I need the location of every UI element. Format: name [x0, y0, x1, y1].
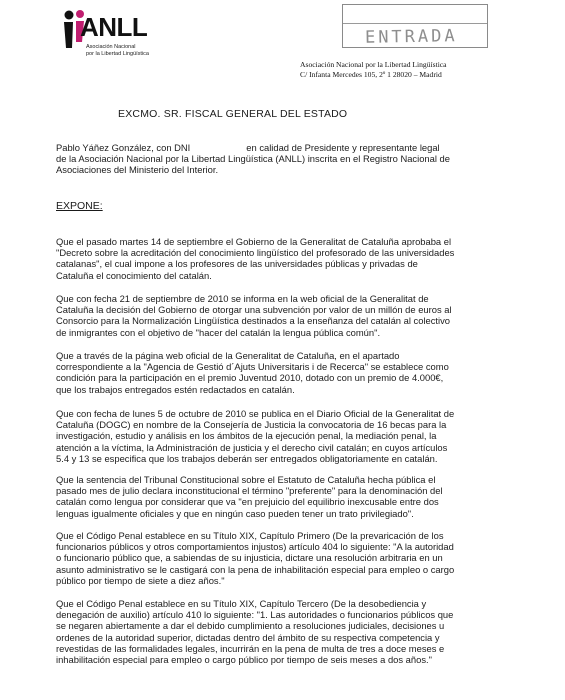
paragraph-line: lenguas igualmente oficiales y que en ningún caso pueden tener un trato privilegiado".	[56, 507, 414, 519]
paragraph-line: Que el Código Penal establece en su Título XIX, Capítulo Tercero (De la desobediencia y	[56, 598, 427, 609]
paragraph-line: o funcionario público que, a sabiendas de su injusticia, dictare una resolución arbitraria en un	[56, 552, 443, 564]
paragraph-line: 5.4 y 13 se especifica que los trabajos deberán ser entregados obligatoriamente en catalán.	[56, 452, 438, 464]
paragraph-line: catalanas", el cual impone a los profesores de las universidades públicas y privadas de	[56, 258, 418, 270]
paragraph-line: Que con fecha de lunes 5 de octubre de 2010 se publica en el Diario Oficial de la Generalitat de	[56, 408, 455, 419]
intro-text-b: en calidad de Presidente y representante legal	[246, 142, 440, 153]
logo-subtitle-line-2: por la Libertad Lingüística	[86, 50, 149, 57]
entrada-stamp	[342, 4, 488, 48]
paragraph-line: Cataluña el conocimiento del catalán.	[56, 269, 212, 281]
paragraph-4	[56, 408, 534, 464]
stamp-divider	[343, 23, 487, 24]
paragraph-line: funcionarios públicos y otros comportamientos injustos) artículo 404 lo siguiente: "A la autoridad	[56, 541, 454, 553]
paragraph-line: Cataluña la decisión del Gobierno de otorgar una subvención por valor de un millón de euros al	[56, 304, 452, 316]
paragraph-line: investigación, estudio y análisis en los ámbitos de la ejecución penal, la mediación penal, la	[56, 430, 437, 442]
salutation: EXCMO. SR. FISCAL GENERAL DEL ESTADO	[118, 108, 348, 120]
paragraph-line: atención a la víctima, la Administración de justicia y el derecho civil catalán; en cuyos artículos	[56, 441, 448, 453]
logo-wordmark: ANLL	[80, 12, 148, 42]
stamp-text: ENTRADA	[364, 26, 458, 48]
intro-paragraph	[56, 142, 534, 176]
paragraph-line: que los trabajos entregados estén redactados en catalán.	[56, 383, 295, 395]
logo-subtitle	[86, 44, 149, 57]
paragraph-2	[56, 293, 534, 338]
paragraph-3	[56, 350, 534, 395]
paragraph-line: catalán como lengua por considerar que va "en prejuicio del equilibrio inexcusable entre dos	[56, 496, 439, 508]
paragraph-line: Que el pasado martes 14 de septiembre el Gobierno de la Generalitat de Cataluña aprobaba el	[56, 236, 452, 247]
paragraph-line: inhabilitación especial para empleo o cargo público por tiempo de seis meses a dos años."	[56, 654, 432, 666]
paragraph-line: pasado mes de julio declara inconstitucional el término "preferente" para la denominación del	[56, 485, 443, 497]
paragraph-line: denegación de auxilio) artículo 410 lo siguiente: "1. Las autoridades o funcionarios públicos que	[56, 609, 454, 621]
paragraph-line: de inmigrantes con el objetivo de "hacer del catalán la lengua pública común".	[56, 326, 381, 338]
paragraph-line: condición para la participación en el premio Juventud 2010, dotado con un premio de 4.000€,	[56, 372, 444, 384]
address-line-1: Asociación Nacional por la Libertad Lingüística	[300, 60, 447, 69]
paragraph-line: Que con fecha 21 de septiembre de 2010 se informa en la web oficial de la Generalitat de	[56, 293, 429, 304]
paragraph-line: Que la sentencia del Tribunal Constitucional sobre el Estatuto de Cataluña hecha pública el	[56, 474, 436, 485]
paragraph-line: Cataluña (DOGC) en nombre de la Consejería de Justicia la convocatoria de 16 becas para la	[56, 419, 447, 431]
paragraph-line: Que el Código Penal establece en su Título XIX, Capítulo Primero (De la prevaricación de los	[56, 530, 444, 541]
paragraph-line: Que a través de la página web oficial de la Generalitat de Cataluña, en el apartado	[56, 350, 400, 361]
sender-address	[300, 60, 447, 80]
intro-line-1	[56, 142, 534, 153]
paragraph-line: "Decreto sobre la acreditación del conocimiento lingüístico del profesorado de las universidades	[56, 247, 455, 259]
paragraph-line: ordenes de la autoridad superior, dictadas dentro del ámbito de su respectiva competencia y	[56, 631, 440, 643]
paragraph-6	[56, 530, 534, 586]
intro-line-3: Asociaciones del Ministerio del Interior.	[56, 164, 219, 176]
paragraph-5	[56, 474, 534, 519]
logo-head-left	[65, 11, 74, 20]
paragraph-line: se negaren abiertamente a dar el debido cumplimiento a resoluciones judiciales, decisiones u	[56, 620, 445, 632]
expone-heading: EXPONE:	[56, 200, 103, 212]
logo-figure-left	[64, 22, 73, 48]
paragraph-line: público por tiempo de siete a diez años."	[56, 574, 225, 586]
paragraph-7	[56, 598, 534, 665]
intro-line-2: de la Asociación Nacional por la Libertad Lingüística (ANLL) inscrita en el Registro Nacional de	[56, 153, 450, 165]
paragraph-line: asunto administrativo se le castigará con la pena de inhabilitación especial para empleo o cargo	[56, 563, 455, 575]
intro-text-a: Pablo Yáñez González, con DNI	[56, 142, 191, 153]
paragraph-1	[56, 236, 534, 281]
address-line-2: C/ Infanta Mercedes 105, 2º 1 28020 – Madrid	[300, 70, 442, 79]
logo-subtitle-line-1: Asociación Nacional	[86, 44, 136, 50]
paragraph-line: revestidas de las formalidades legales, incurrirán en la pena de multa de tres a doce meses e	[56, 642, 445, 654]
paragraph-line: correspondiente a la "Agencia de Gestió d´Ajuts Universitaris i de Recerca" se establece como	[56, 361, 449, 373]
paragraph-line: Consorcio para la Normalización Lingüística destinados a la enseñanza del catalán al colectivo	[56, 315, 450, 327]
